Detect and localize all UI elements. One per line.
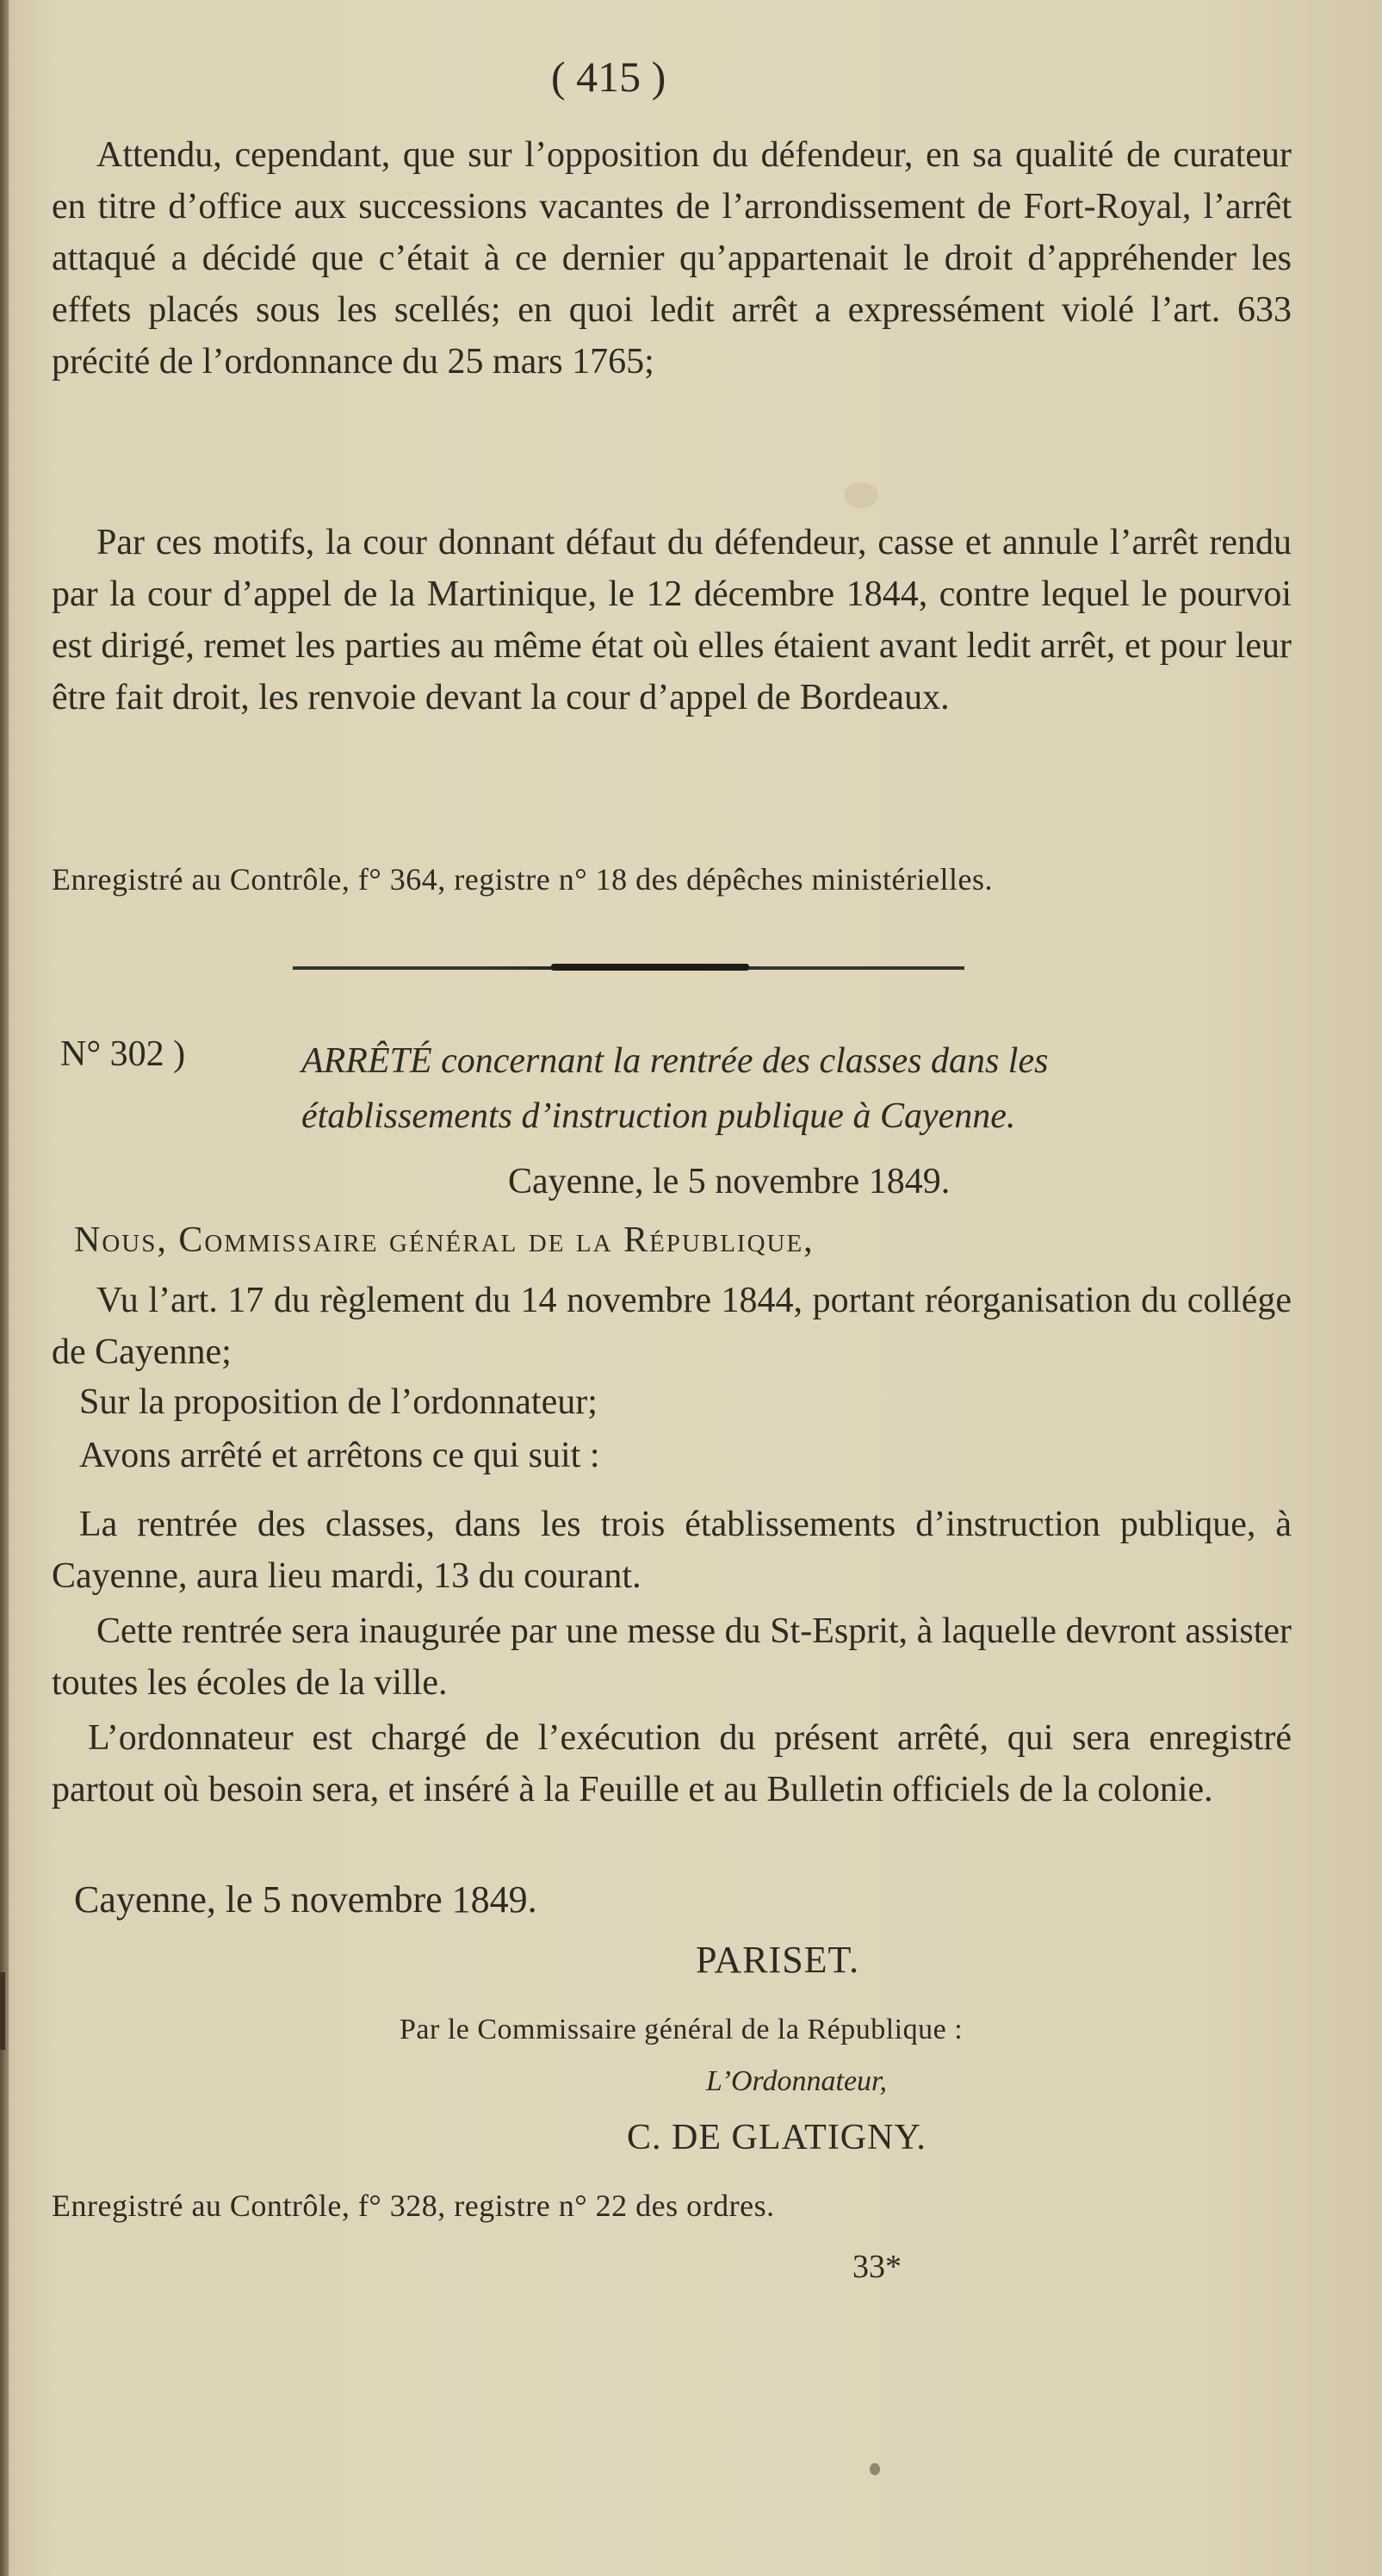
paper-stain (844, 482, 878, 508)
signature-pariset: PARISET. (696, 1939, 860, 1981)
section-separator-ornament (551, 964, 749, 971)
paragraph-par-ces-motifs: Par ces motifs, la cour donnant défaut du défendeur, casse et annule l’arrêt rendu par la cour d’appel de la Martinique, le 12 décembre 1844, contre lequel le pourvoi est dirigé, remet les parties au même état où elles étaient avant ledit arrêt, et pour leur être fait droit, les renvoie devant la cour d’appel de Bordeaux. (52, 523, 1292, 717)
ordonnateur-role: L’Ordonnateur, (706, 2065, 887, 2097)
arrete-article-execution: L’ordonnateur est chargé de l’exécution du présent arrêté, qui sera enregistré partout où besoin sera, et inséré à la Feuille et au Bulletin officiels de la colonie. (52, 1718, 1292, 1809)
arrete-title: ARRÊTÉ concernant la rentrée des classes dans les établissements d’instruction publique à Cayenne. (301, 1041, 1049, 1136)
arrete-place-date: Cayenne, le 5 novembre 1849. (508, 1162, 951, 1201)
paragraph-attendu: Attendu, cependant, que sur l’opposition du défendeur, en sa qualité de curateur en titre d’office aux successions vacantes de l’arrondissement de Fort-Royal, l’arrêt attaqué a décidé que c’était à ce dernier qu’appartenait le droit d’appréhender les effets placés sous les scellés; en quoi ledit arrêt a expressément violé l’art. 633 précité de l’ordonnance du 25 mars 1765; (52, 135, 1292, 382)
par-le-commissaire: Par le Commissaire général de la République : (400, 2014, 964, 2045)
ink-speck (870, 2463, 880, 2475)
registration-note-1: Enregistré au Contrôle, f° 364, registre n° 18 des dépêches ministérielles. (52, 862, 993, 897)
arrete-number: N° 302 ) (60, 1034, 186, 1074)
signature-mark: 33* (852, 2249, 902, 2285)
arrete-sur: Sur la proposition de l’ordonnateur; (79, 1382, 598, 1422)
binding-mark (0, 1972, 5, 2050)
registration-note-2: Enregistré au Contrôle, f° 328, registre n° 22 des ordres. (52, 2188, 775, 2223)
arrete-avons: Avons arrêté et arrêtons ce qui suit : (79, 1436, 600, 1475)
binding-edge (0, 0, 9, 2576)
arrete-nous: Nous, Commissaire général de la République, (74, 1220, 815, 1260)
page-number: ( 415 ) (551, 53, 666, 101)
arrete-article-messe: Cette rentrée sera inaugurée par une messe du St-Esprit, à laquelle devront assister toutes les écoles de la ville. (52, 1611, 1292, 1703)
countersignature-glatigny: C. DE GLATIGNY. (627, 2118, 926, 2157)
arrete-closing-date: Cayenne, le 5 novembre 1849. (74, 1878, 537, 1921)
arrete-vu: Vu l’art. 17 du règlement du 14 novembre 1844, portant réorganisation du collége de Cayenne; (52, 1281, 1292, 1372)
arrete-article-rentree: La rentrée des classes, dans les trois établissements d’instruction publique, à Cayenne, aura lieu mardi, 13 du courant. (52, 1505, 1292, 1596)
